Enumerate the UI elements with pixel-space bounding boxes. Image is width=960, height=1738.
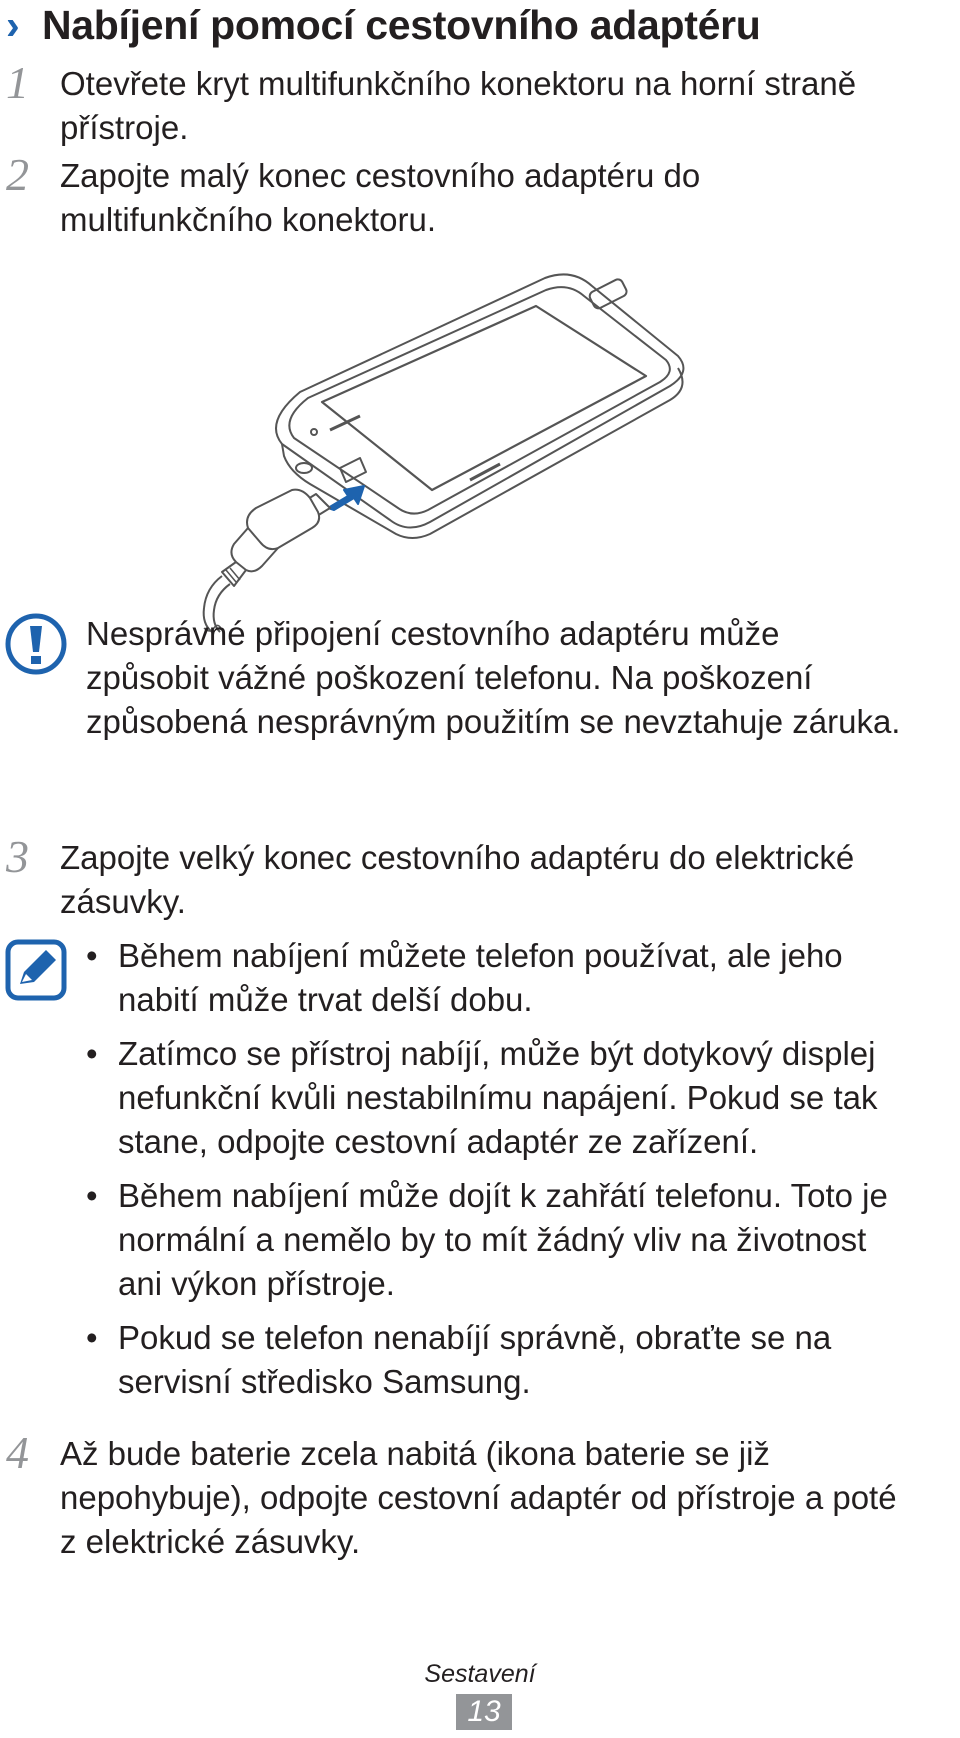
chevron-right-icon: › [6,2,20,48]
cable-strain-relief [222,562,246,586]
step-number: 2 [6,149,29,200]
list-item: • Pokud se telefon nenabíjí správně, obraťte se na servisní středisko Samsung. [86,1316,946,1404]
bullet-icon: • [86,937,98,974]
step-number: 1 [6,57,29,108]
exclamation-warning-icon [4,612,68,676]
step-text: Zapojte velký konec cestovního adaptéru do elektrické zásuvky. [60,839,855,920]
pencil-note-icon [4,938,68,1002]
list-item: • Během nabíjení můžete telefon používat, ale jeho nabití může trvat delší dobu. [86,934,946,1022]
step-text: Zapojte malý konec cestovního adaptéru do multifunkčního konektoru. [60,157,701,238]
bullet-icon: • [86,1177,98,1214]
step-text: Až bude baterie zcela nabitá (ikona baterie se již nepohybuje), odpojte cestovní adaptér od přístroje a poté z elektrické zásuvky. [60,1435,897,1560]
phone-bezel [289,287,670,513]
phone-charging-illustration [200,272,760,652]
warning-text: Nesprávné připojení cestovního adaptéru může způsobit vážné poškození telefonu. Na poškození způsobená nesprávným použitím se nevztahuje záruka. [86,615,901,740]
headphone-jack [296,463,312,473]
step-number: 4 [6,1427,29,1478]
home-key-icon [588,278,628,310]
usb-port [340,458,366,482]
bullet-icon: • [86,1319,98,1356]
section-heading [6,2,761,49]
plug-housing [247,490,319,549]
notes-list [86,934,946,1414]
sensor-dot [311,429,317,435]
list-item: • Zatímco se přístroj nabíjí, může být dotykový displej nefunkční kvůli nestabilnímu napájení. Pokud se tak stane, odpojte cestovní adaptér ze zařízení. [86,1032,946,1164]
step-text: Otevřete kryt multifunkčního konektoru na horní straně přístroje. [60,65,857,146]
step-number: 3 [6,831,29,882]
footer-section-label: Sestavení [424,1660,536,1688]
list-item: • Během nabíjení může dojít k zahřátí telefonu. Toto je normální a nemělo by to mít žádný vliv na životnost ani výkon přístroje. [86,1174,946,1306]
page-number: 13 [456,1694,512,1730]
phone-screen [322,306,646,490]
bullet-icon: • [86,1035,98,1072]
phone-body [276,274,683,527]
heading-title: Nabíjení pomocí cestovního adaptéru [42,2,761,48]
